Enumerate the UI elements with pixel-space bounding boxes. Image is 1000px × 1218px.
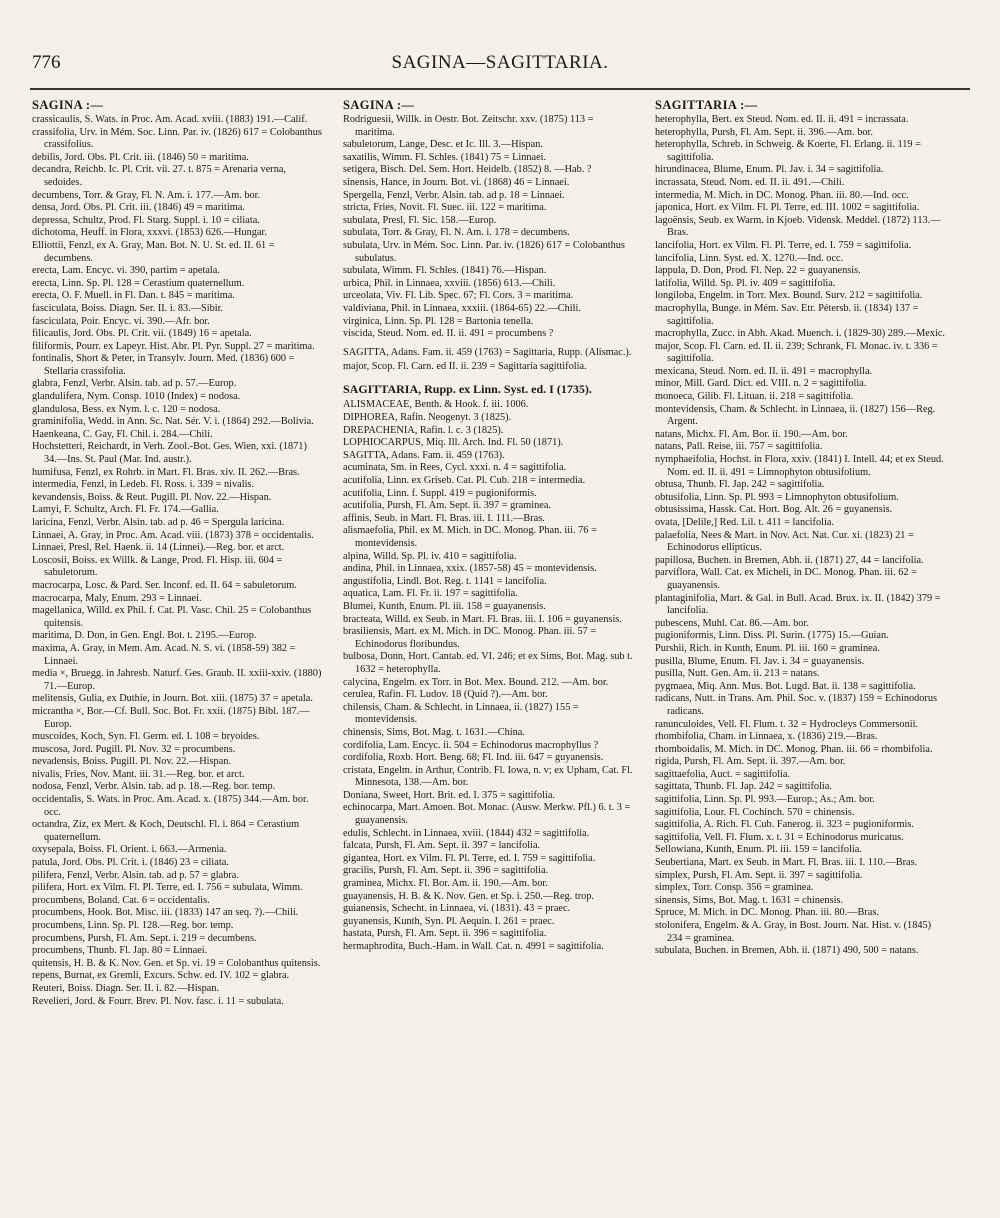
dictionary-entry: falcata, Pursh, Fl. Am. Sept. ii. 397 = lancifolia. <box>343 840 541 852</box>
dictionary-entry: muscosa, Jord. Pugill. Pl. Nov. 32 = procumbens. <box>32 743 236 755</box>
dictionary-entry: densa, Jord. Obs. Pl. Crit. iii. (1846) 49 = maritima. <box>32 202 245 214</box>
dictionary-entry: pilifera, Hort. ex Vilm. Fl. Pl. Terre, ed. I. 756 = subulata, Wimm. <box>32 882 303 894</box>
dictionary-entry: fasciculata, Boiss. Diagn. Ser. II. i. 83.—Sibir. <box>32 302 224 314</box>
dictionary-entry: brasiliensis, Mart. ex M. Mich. in DC. Monog. Phan. iii. 57 = Echinodorus floribundus. <box>343 626 597 650</box>
dictionary-entry: sagittifolia, Linn. Sp. Pl. 993.—Europ.; As.; Am. bor. <box>655 794 875 806</box>
dictionary-entry: natans, Michx. Fl. Am. Bor. ii. 190.—Am. bor. <box>655 428 848 440</box>
dictionary-entry: heterophylla, Bert. ex Steud. Nom. ed. II. ii. 491 = incrassata. <box>655 114 909 125</box>
dictionary-entry: macrocarpa, Maly, Enum. 293 = Linnaei. <box>32 592 202 604</box>
dictionary-entry: saxatilis, Wimm. Fl. Schles. (1841) 75 = Linnaei. <box>343 151 547 163</box>
entry-list <box>655 114 945 958</box>
dictionary-entry: Spergella, Fenzl, Verbr. Alsin. tab. ad p. 18 = Linnaei. <box>343 189 565 201</box>
dictionary-entry: rigida, Pursh, Fl. Am. Sept. ii. 397.—Am. bor. <box>655 756 846 768</box>
dictionary-entry: graminea, Michx. Fl. Bor. Am. ii. 190.—Am. bor. <box>343 878 548 890</box>
dictionary-entry: stolonifera, Engelm. & A. Gray, in Bost. Journ. Nat. Hist. v. (1845) 234 = graminea. <box>655 920 932 944</box>
dictionary-entry: erecta, Lam. Encyc. vi. 390, partim = apetala. <box>32 265 220 277</box>
dictionary-entry: Loscosii, Boiss. ex Willk. & Lange, Prod. Fl. Hisp. iii. 604 = sabuletorum. <box>32 554 283 579</box>
dictionary-entry: Rodriguesii, Willk. in Oestr. Bot. Zeitschr. xxv. (1875) 113 = maritima. <box>343 114 594 138</box>
dictionary-entry: glandulifera, Nym. Consp. 1010 (Index) = nodosa. <box>32 391 241 403</box>
running-title: SAGINA—SAGITTARIA. <box>391 52 609 73</box>
dictionary-entry: octandra, Ziz, ex Mert. & Koch, Deutschl. Fl. i. 864 = Cerastium quaternellum. <box>32 819 300 843</box>
dictionary-entry: quitensis, H. B. & K. Nov. Gen. et Sp. vi. 19 = Colobanthus quitensis. <box>32 957 321 969</box>
entry-list <box>343 114 633 341</box>
genus-heading: SAGINA :— <box>343 98 415 112</box>
dictionary-entry: angustifolia, Lindl. Bot. Reg. t. 1141 = lancifolia. <box>343 575 547 587</box>
dictionary-entry: intermedia, Fenzl, in Ledeb. Fl. Ross. i. 339 = nivalis. <box>32 479 255 491</box>
dictionary-entry: macrocarpa, Losc. & Pard. Ser. Inconf. ed. II. 64 = sabuletorum. <box>32 579 297 591</box>
dictionary-entry: decumbens, Torr. & Gray, Fl. N. Am. i. 177.—Am. bor. <box>32 189 261 201</box>
genus-heading: SAGINA :— <box>32 98 104 112</box>
dictionary-entry: oxysepala, Boiss. Fl. Orient. i. 663.—Armenia. <box>32 844 227 856</box>
dictionary-entry: Linnaei, A. Gray, in Proc. Am. Acad. viii. (1873) 378 = occidentalis. <box>32 529 314 541</box>
dictionary-entry: latifolia, Willd. Sp. Pl. iv. 409 = sagittifolia. <box>655 277 836 289</box>
dictionary-entry: Spruce, M. Mich. in DC. Monog. Phan. iii. 80.—Bras. <box>655 907 879 919</box>
dictionary-entry: papillosa, Buchen. in Bremen, Abh. ii. (1871) 27, 44 = lancifolia. <box>655 554 924 566</box>
dictionary-entry: sagittifolia, Lour. Fl. Cochinch. 570 = chinensis. <box>655 806 855 818</box>
dictionary-entry: minor, Mill. Gard. Dict. ed. VIII. n. 2 = sagittifolia. <box>655 378 867 390</box>
dictionary-entry: procumbens, Thunb. Fl. Jap. 80 = Linnaei. <box>32 945 208 957</box>
dictionary-entry: gracilis, Pursh, Fl. Am. Sept. ii. 396 = sagittifolia. <box>343 865 549 877</box>
dictionary-entry: bracteata, Willd. ex Seub. in Mart. Fl. Bras. iii. I. 106 = guyanensis. <box>343 613 622 625</box>
column-2 <box>343 96 633 1181</box>
dictionary-entry: radicans, Nutt. in Trans. Am. Phil. Soc. v. (1837) 159 = Echinodorus radicans. <box>655 693 938 717</box>
sagitta-major-entry: major, Scop. Fl. Carn. ed II. ii. 239 = Sagittaria sagittifolia. <box>343 361 587 373</box>
dictionary-entry: fontinalis, Short & Peter, in Transylv. Journ. Med. (1836) 600 = Stellaria crassifolia. <box>32 353 295 377</box>
dictionary-entry: LOPHIOCARPUS, Miq. Ill. Arch. Ind. Fl. 50 (1871). <box>343 437 564 449</box>
dictionary-entry: Sellowiana, Kunth, Enum. Pl. iii. 159 = lancifolia. <box>655 844 862 856</box>
dictionary-entry: valdiviana, Phil. in Linnaea, xxxiii. (1864-65) 22.—Chili. <box>343 302 581 314</box>
dictionary-entry: heterophylla, Pursh, Fl. Am. Sept. ii. 396.—Am. bor. <box>655 126 873 138</box>
dictionary-entry: ranunculoides, Vell. Fl. Flum. t. 32 = Hydrocleys Commersonii. <box>655 718 919 730</box>
dictionary-entry: japonica, Hort. ex Vilm. Fl. Pl. Terre, ed. III. 1002 = sagittifolia. <box>655 202 920 214</box>
dictionary-entry: hirundinacea, Blume, Enum. Pl. Jav. i. 34 = sagittifolia. <box>655 164 884 176</box>
column-3 <box>655 96 945 1186</box>
dictionary-entry: obtusa, Thunb. Fl. Jap. 242 = sagittifolia. <box>655 479 825 491</box>
dictionary-entry: Doniana, Sweet, Hort. Brit. ed. I. 375 = sagittifolia. <box>343 789 555 801</box>
dictionary-entry: glandulosa, Bess. ex Nym. l. c. 120 = nodosa. <box>32 403 221 415</box>
dictionary-entry: sinensis, Hance, in Journ. Bot. vi. (1868) 46 = Linnaei. <box>343 176 570 188</box>
dictionary-entry: Elliottii, Fenzl, ex A. Gray, Man. Bot. N. U. St. ed. II. 61 = decumbens. <box>32 239 275 264</box>
dictionary-entry: chilensis, Cham. & Schlecht. in Linnaea, ii. (1827) 155 = montevidensis. <box>343 701 579 726</box>
dictionary-entry: setigera, Bisch. Del. Sem. Hort. Heidelb. (1852) 8. —Hab. ? <box>343 164 592 176</box>
dictionary-entry: edulis, Schlecht. in Linnaea, xviii. (1844) 432 = sagittifolia. <box>343 827 590 839</box>
dictionary-entry: ovata, [Delile,] Red. Lil. t. 411 = lancifolia. <box>655 517 834 528</box>
dictionary-entry: major, Scop. Fl. Carn. ed. II. ii. 239; Schrank, Fl. Monac. iv. t. 336 = sagittifolia. <box>655 340 938 365</box>
dictionary-entry: erecta, Linn. Sp. Pl. 128 = Cerastium quaternellum. <box>32 277 245 289</box>
dictionary-entry: laricina, Fenzl, Verbr. Alsin. tab. ad p. 46 = Spergula laricina. <box>32 517 285 528</box>
dictionary-entry: decandra, Reichb. Ic. Pl. Crit. vii. 27. t. 875 = Arenaria verna, sedoides. <box>32 164 287 188</box>
dictionary-entry: subulata, Buchen. in Bremen, Abh. ii. (1871) 490, 500 = natans. <box>655 945 919 957</box>
dictionary-entry: sagittifolia, Vell. Fl. Flum. x. t. 31 = Echinodorus muricatus. <box>655 831 904 843</box>
sagittaria-genus-title: SAGITTARIA, Rupp. ex Linn. Syst. ed. I (1735). <box>343 381 592 396</box>
dictionary-entry: calycina, Engelm. ex Torr. in Bot. Mex. Bound. 212. —Am. bor. <box>343 676 609 688</box>
dictionary-entry: cristata, Engelm. in Arthur, Contrib. Fl. Iowa, n. v; ex Upham, Cat. Fl. Minnesota, 138.—Am. bor. <box>343 764 633 789</box>
dictionary-entry: Reuteri, Boiss. Diagn. Ser. II. i. 82.—Hispan. <box>32 982 220 994</box>
dictionary-entry: pusilla, Nutt. Gen. Am. ii. 213 = natans. <box>655 668 820 680</box>
dictionary-entry: longiloba, Engelm. in Torr. Mex. Bound. Surv. 212 = sagittifolia. <box>655 290 923 302</box>
dictionary-entry: procumbens, Pursh, Fl. Am. Sept. i. 219 = decumbens. <box>32 932 257 944</box>
dictionary-entry: palaefolia, Nees & Mart. in Nov. Act. Nat. Cur. xi. (1823) 21 = Echinodorus ellipticus. <box>655 529 914 554</box>
page-header <box>30 52 970 82</box>
dictionary-entry: melitensis, Gulia, ex Duthie, in Journ. Bot. xiii. (1875) 37 = apetala. <box>32 693 313 705</box>
column-1 <box>32 96 322 1176</box>
dictionary-entry: sagittaefolia, Auct. = sagittifolia. <box>655 768 791 780</box>
dictionary-entry: acutifolia, Pursh, Fl. Am. Sept. ii. 397 = graminea. <box>343 500 552 512</box>
sagitta-entry: SAGITTA, Adans. Fam. ii. 459 (1763) = Sagittaria, Rupp. (Alismac.). <box>343 346 632 358</box>
dictionary-entry: cordifolia, Lam. Encyc. ii. 504 = Echinodorus macrophyllus ? <box>343 739 599 751</box>
dictionary-entry: occidentalis, S. Wats. in Proc. Am. Acad. x. (1875) 344.—Am. bor. occ. <box>32 794 309 818</box>
dictionary-entry: lagoënsis, Seub. ex Warm. in Kjoeb. Vidensk. Meddel. (1872) 113.—Bras. <box>655 214 941 239</box>
dictionary-entry: incrassata, Steud. Nom. ed. II. ii. 491.—Chili. <box>655 176 845 188</box>
dictionary-entry: Linnaei, Presl, Rel. Haenk. ii. 14 (Linnei).—Reg. bor. et arct. <box>32 542 285 554</box>
dictionary-entry: virginica, Linn. Sp. Pl. 128 = Bartonia tenella. <box>343 315 534 327</box>
dictionary-entry: dichotoma, Heuff. in Flora, xxxvi. (1853) 626.—Hungar. <box>32 227 267 239</box>
dictionary-entry: alismaefolia, Phil. ex M. Mich. in DC. Monog. Phan. iii. 76 = montevidensis. <box>343 525 597 549</box>
dictionary-entry: andina, Phil. in Linnaea, xxix. (1857-58) 45 = montevidensis. <box>343 563 597 575</box>
dictionary-entry: ALISMACEAE, Benth. & Hook. f. iii. 1006. <box>343 399 529 411</box>
dictionary-entry: Purshii, Rich. in Kunth, Enum. Pl. iii. 160 = graminea. <box>655 642 880 654</box>
dictionary-entry: graminifolia, Wedd. in Ann. Sc. Nat. Sér. V. i. (1864) 292.—Bolivia. <box>32 416 314 428</box>
dictionary-entry: subulata, Presl, Fl. Sic. 158.—Europ. <box>343 214 497 226</box>
dictionary-entry: magellanica, Willd. ex Phil. f. Cat. Pl. Vasc. Chil. 25 = Colobanthus quitensis. <box>32 605 312 629</box>
dictionary-entry: natans, Pall. Reise, iii. 757 = sagittifolia. <box>655 441 823 453</box>
genus-heading: SAGITTARIA :— <box>655 98 758 112</box>
dictionary-entry: crassifolia, Urv. in Mém. Soc. Linn. Par. iv. (1826) 617 = Colobanthus crassifolius. <box>32 126 322 151</box>
dictionary-entry: fasciculata, Poir. Encyc. vi. 390.—Afr. bor. <box>32 315 210 327</box>
dictionary-entry: acutifolia, Linn. ex Griseb. Cat. Pl. Cub. 218 = intermedia. <box>343 475 586 487</box>
dictionary-entry: sagittata, Thunb. Fl. Jap. 242 = sagittifolia. <box>655 781 832 793</box>
dictionary-entry: procumbens, Hook. Bot. Misc. iii. (1833) 147 an seq. ?).—Chili. <box>32 907 299 919</box>
dictionary-entry: acuminata, Sm. in Rees, Cycl. xxxi. n. 4 = sagittifolia. <box>343 462 567 474</box>
dictionary-entry: Revelieri, Jord. & Fourr. Brev. Pl. Nov. fasc. i. 11 = subulata. <box>32 995 284 1007</box>
dictionary-entry: obtusissima, Hassk. Cat. Hort. Bog. Alt. 26 = guyanensis. <box>655 504 893 516</box>
dictionary-entry: humifusa, Fenzl, ex Rohrb. in Mart. Fl. Bras. xiv. II. 262.—Bras. <box>32 466 300 478</box>
dictionary-entry: simplex, Torr. Consp. 356 = graminea. <box>655 882 814 894</box>
dictionary-entry: pusilla, Blume, Enum. Fl. Jav. i. 34 = guayanensis. <box>655 655 865 667</box>
dictionary-entry: sabuletorum, Lange, Desc. et Ic. Ill. 3.—Hispan. <box>343 139 543 151</box>
dictionary-entry: DIPHOREA, Rafin. Neogenyt. 3 (1825). <box>343 412 512 424</box>
dictionary-entry: maritima, D. Don, in Gen. Engl. Bot. t. 2195.—Europ. <box>32 630 257 642</box>
dictionary-entry: guyanensis, Kunth, Syn. Pl. Aequin. I. 261 = praec. <box>343 915 555 927</box>
dictionary-entry: lancifolia, Hort. ex Vilm. Fl. Pl. Terre, ed. I. 759 = sagittifolia. <box>655 239 912 251</box>
dictionary-entry: hastata, Pursh, Fl. Am. Sept. ii. 396 = sagittifolia. <box>343 928 547 940</box>
dictionary-entry: cordifolia, Roxb. Hort. Beng. 68; Fl. Ind. iii. 647 = guyanensis. <box>343 752 604 764</box>
dictionary-entry: monoeca, Gilib. Fl. Lituan. ii. 218 = sagittifolia. <box>655 391 854 403</box>
dictionary-entry: rhombifolia, Cham. in Linnaea, x. (1836) 219.—Bras. <box>655 731 878 743</box>
dictionary-entry: pilifera, Fenzl, Verbr. Alsin. tab. ad p. 57 = glabra. <box>32 869 239 881</box>
dictionary-entry: stricta, Fries, Novit. Fl. Suec. iii. 122 = maritima. <box>343 202 547 214</box>
dictionary-entry: Blumei, Kunth, Enum. Pl. iii. 158 = guayanensis. <box>343 600 546 612</box>
dictionary-entry: chinensis, Sims, Bot. Mag. t. 1631.—China. <box>343 726 525 738</box>
dictionary-entry: urbica, Phil. in Linnaea, xxviii. (1856) 613.—Chili. <box>343 277 556 289</box>
dictionary-entry: filicaulis, Jord. Obs. Pl. Crit. vii. (1849) 16 = apetala. <box>32 328 252 340</box>
dictionary-entry: patula, Jord. Obs. Pl. Crit. i. (1846) 23 = ciliata. <box>32 857 229 869</box>
dictionary-entry: nivalis, Fries, Nov. Mant. iii. 31.—Reg. bor. et arct. <box>32 768 245 780</box>
entry-list <box>32 114 322 1008</box>
species-list <box>343 462 633 953</box>
dictionary-entry: micrantha ×, Bor.—Cf. Bull. Soc. Bot. Fr. xxii. (1875) Bibl. 187.—Europ. <box>32 705 310 730</box>
dictionary-entry: urceolata, Viv. Fl. Lib. Spec. 67; Fl. Cors. 3 = maritima. <box>343 290 574 302</box>
dictionary-entry: procumbens, Boland. Cat. 6 = occidentalis. <box>32 894 210 906</box>
dictionary-entry: sagittifolia, A. Rich. Fl. Cub. Fanerog. ii. 323 = pugioniformis. <box>655 819 914 831</box>
dictionary-entry: subulata, Torr. & Gray, Fl. N. Am. i. 178 = decumbens. <box>343 227 570 239</box>
dictionary-entry: nymphaeifolia, Hochst. in Flora, xxiv. (1841) I. Intell. 44; et ex Steud. Nom. ed. II. ii. 491 = Limnophyton obtusifolium. <box>655 454 944 478</box>
dictionary-entry: media ×, Bruegg. in Jahresb. Naturf. Ges. Graub. II. xxiii-xxiv. (1880) 71.—Europ. <box>32 668 322 692</box>
dictionary-entry: repens, Burnat, ex Gremli, Excurs. Schw. ed. IV. 102 = glabra. <box>32 970 290 982</box>
dictionary-entry: nodosa, Fenzl, Verbr. Alsin. tab. ad p. 18.—Reg. bor. temp. <box>32 781 276 793</box>
dictionary-entry: lancifolia, Linn. Syst. ed. X. 1270.—Ind. occ. <box>655 252 844 264</box>
dictionary-entry: hermaphrodita, Buch.-Ham. in Wall. Cat. n. 4991 = sagittifolia. <box>343 941 604 952</box>
dictionary-entry: acutifolia, Linn. f. Suppl. 419 = pugioniformis. <box>343 487 537 499</box>
dictionary-entry: Haenkeana, C. Gay, Fl. Chil. i. 284.—Chili. <box>32 428 213 440</box>
dictionary-entry: heterophylla, Schreb. in Schweig. & Koerte, Fl. Erlang. ii. 119 = sagittifolia. <box>655 139 921 163</box>
dictionary-entry: sinensis, Sims, Bot. Mag. t. 1631 = chinensis. <box>655 894 844 906</box>
header-rule <box>30 88 970 90</box>
dictionary-entry: macrophylla, Zucc. in Abh. Akad. Muench. i. (1829-30) 289.—Mexic. <box>655 328 945 340</box>
dictionary-entry: erecta, O. F. Muell. in Fl. Dan. t. 845 = maritima. <box>32 290 235 302</box>
dictionary-entry: echinocarpa, Mart. Amoen. Bot. Monac. (Ausw. Merkw. Pfl.) 6. t. 3 = guayanensis. <box>343 802 631 827</box>
dictionary-entry: intermedia, M. Mich. in DC. Monog. Phan. iii. 80.—Ind. occ. <box>655 189 909 201</box>
dictionary-entry: pugioniformis, Linn. Diss. Pl. Surin. (1775) 15.—Guian. <box>655 630 889 642</box>
dictionary-entry: montevidensis, Cham. & Schlecht. in Linnaea, ii. (1827) 156—Reg. Argent. <box>655 403 936 428</box>
dictionary-entry: muscoides, Koch, Syn. Fl. Germ. ed. I. 108 = bryoides. <box>32 731 260 743</box>
dictionary-entry: maxima, A. Gray, in Mem. Am. Acad. N. S. vi. (1858-59) 382 = Linnaei. <box>32 642 296 667</box>
dictionary-entry: macrophylla, Bunge. in Mém. Sav. Etr. Pétersb. ii. (1834) 137 = sagittifolia. <box>655 302 919 327</box>
dictionary-entry: gigantea, Hort. ex Vilm. Fl. Pl. Terre, ed. I. 759 = sagittifolia. <box>343 852 596 864</box>
dictionary-entry: filiformis, Pourr. ex Lapeyr. Hist. Abr. Pl. Pyr. Suppl. 27 = maritima. <box>32 340 315 352</box>
dictionary-entry: simplex, Pursh, Fl. Am. Sept. ii. 397 = sagittifolia. <box>655 869 863 881</box>
dictionary-entry: procumbens, Linn. Sp. Pl. 128.—Reg. bor. temp. <box>32 920 234 931</box>
dictionary-entry: plantaginifolia, Mart. & Gal. in Bull. Acad. Brux. ix. II. (1842) 379 = lancifolia. <box>655 592 941 617</box>
dictionary-entry: Lamyi, F. Schultz, Arch. Fl. Fr. 174.—Gallia. <box>32 504 219 516</box>
dictionary-entry: subulata, Wimm. Fl. Schles. (1841) 76.—Hispan. <box>343 265 547 277</box>
synonym-list <box>343 399 633 462</box>
dictionary-entry: alpina, Willd. Sp. Pl. iv. 410 = sagittifolia. <box>343 550 517 562</box>
dictionary-entry: aquatica, Lam. Fl. Fr. ii. 197 = sagittifolia. <box>343 588 518 600</box>
dictionary-entry: affinis, Seub. in Mart. Fl. Bras. iii. I. 111.—Bras. <box>343 512 545 524</box>
dictionary-entry: debilis, Jord. Obs. Pl. Crit. iii. (1846) 50 = maritima. <box>32 151 249 163</box>
dictionary-entry: kevandensis, Boiss. & Reut. Pugill. Pl. Nov. 22.—Hispan. <box>32 491 272 503</box>
dictionary-entry: lappula, D. Don, Prod. Fl. Nep. 22 = guayanensis. <box>655 265 861 277</box>
dictionary-entry: pubescens, Muhl. Cat. 86.—Am. bor. <box>655 617 809 629</box>
dictionary-entry: mexicana, Steud. Nom. ed. II. ii. 491 = macrophylla. <box>655 365 873 377</box>
dictionary-entry: subulata, Urv. in Mém. Soc. Linn. Par. iv. (1826) 617 = Colobanthus subulatus. <box>343 239 625 264</box>
dictionary-entry: DREPACHENIA, Rafin. l. c. 3 (1825). <box>343 424 504 436</box>
dictionary-entry: viscida, Steud. Nom. ed. II. ii. 491 = procumbens ? <box>343 328 554 340</box>
dictionary-entry: rhomboidalis, M. Mich. in DC. Monog. Phan. iii. 66 = rhombifolia. <box>655 743 933 755</box>
dictionary-entry: nevadensis, Boiss. Pugill. Pl. Nov. 22.—Hispan. <box>32 756 231 768</box>
page-number: 776 <box>32 52 61 73</box>
dictionary-entry: bulbosa, Donn, Hort. Cantab. ed. VI. 246; et ex Sims, Bot. Mag. sub t. 1632 = heterophylla. <box>343 651 633 675</box>
dictionary-entry: obtusifolia, Linn. Sp. Pl. 993 = Limnophyton obtusifolium. <box>655 491 899 503</box>
dictionary-entry: Hochstetteri, Reichardt, in Verh. Zool.-Bot. Ges. Wien, xxi. (1871) 34.—Ins. St. Paul (Mar. Ind. austr.). <box>32 441 307 466</box>
dictionary-entry: guayanensis, H. B. & K. Nov. Gen. et Sp. i. 250.—Reg. trop. <box>343 890 595 902</box>
dictionary-entry: guianensis, Schecht. in Linnaea, vi. (1831). 43 = praec. <box>343 903 571 915</box>
dictionary-entry: Seubertiana, Mart. ex Seub. in Mart. Fl. Bras. iii. I. 110.—Bras. <box>655 857 918 869</box>
dictionary-entry: SAGITTA, Adans. Fam. ii. 459 (1763). <box>343 449 505 461</box>
dictionary-entry: depressa, Schultz, Prod. Fl. Starg. Suppl. i. 10 = ciliata. <box>32 214 260 226</box>
dictionary-entry: parviflora, Wall. Cat. ex Micheli, in DC. Monog. Phan. iii. 62 = guayanensis. <box>655 567 917 591</box>
sagittaria-genus-heading <box>343 383 633 398</box>
dictionary-entry: pygmaea, Miq. Ann. Mus. Bot. Lugd. Bat. ii. 138 = sagittifolia. <box>655 680 916 692</box>
dictionary-entry: cerulea, Rafin. Fl. Ludov. 18 (Quid ?).—Am. bor. <box>343 689 548 701</box>
dictionary-entry: crassicaulis, S. Wats. in Proc. Am. Acad. xviii. (1883) 191.—Calif. <box>32 114 308 125</box>
dictionary-entry: glabra, Fenzl, Verbr. Alsin. tab. ad p. 57.—Europ. <box>32 378 237 390</box>
